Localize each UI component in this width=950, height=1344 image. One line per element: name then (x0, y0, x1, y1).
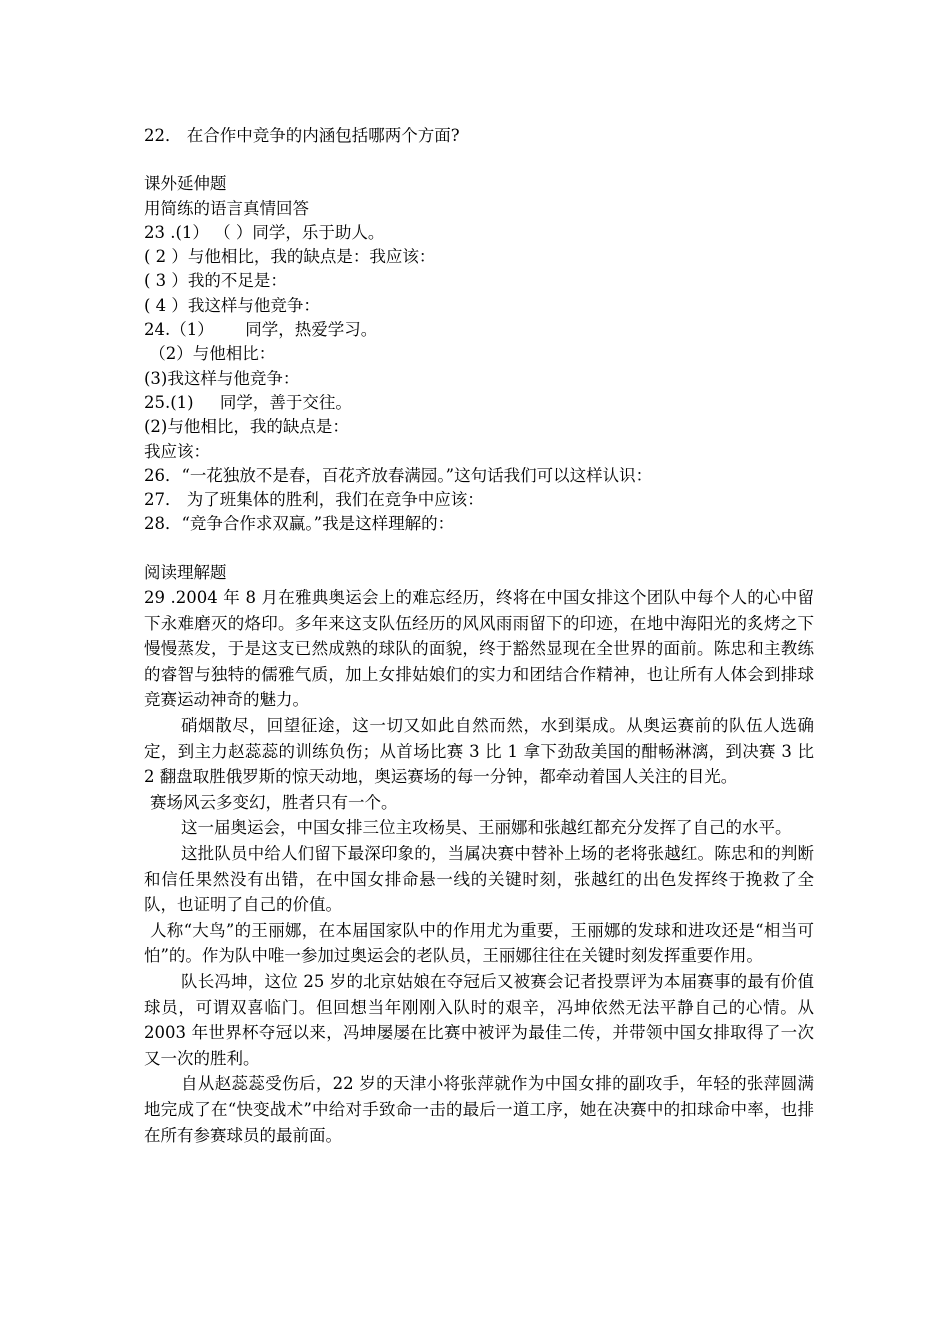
question-26: 26．“一花独放不是春，百花齐放春满园。”这句话我们可以这样认识： (144, 465, 653, 485)
reading-paragraph-4: 这一届奥运会，中国女排三位主攻杨昊、王丽娜和张越红都充分发挥了自己的水平。 (181, 818, 792, 838)
document-page (144, 124, 814, 1148)
question-23-part-1: 23 .(1） （ ）同学，乐于助人。 (144, 222, 385, 242)
question-23-part-4: ( 4 ）我这样与他竞争： (144, 295, 320, 315)
question-27: 27． 为了班集体的胜利，我们在竞争中应该： (144, 490, 484, 510)
reading-paragraph-7: 队长冯坤，这位 25 岁的北京姑娘在夺冠后又被赛会记者投票评为本届赛事的最有价值球员，可谓双喜临门。但回想当年刚刚入队时的艰辛，冯坤依然无法平静自己的心情。从 2003 年世界杯夺冠以来，冯坤屡屡在比赛中被评为最佳二传，并带领中国女排取得了一次又一次的胜利。 (144, 971, 814, 1068)
section-heading-reading: 阅读理解题 (144, 562, 227, 582)
reading-paragraph-2: 硝烟散尽，回望征途，这一切又如此自然而然，水到渠成。从奥运赛前的队伍人选确定，到主力赵蕊蕊的训练负伤；从首场比赛 3 比 1 拿下劲敌美国的酣畅淋漓，到决赛 3 比 2 翻盘取胜俄罗斯的惊天动地，奥运赛场的每一分钟，都牵动着国人关注的目光。 (144, 716, 814, 787)
question-22: 22． 在合作中竞争的内涵包括哪两个方面? (144, 126, 460, 145)
question-23-part-2: ( 2 ）与他相比，我的缺点是：我应该： (144, 247, 436, 267)
question-24-part-2: （2）与他相比： (144, 344, 276, 364)
reading-paragraph-3: 赛场风云多变幻，胜者只有一个。 (150, 792, 398, 812)
spacer (144, 537, 814, 561)
question-24-part-3: (3)我这样与他竞争： (144, 368, 300, 388)
extension-instruction: 用简练的语言真情回答 (144, 198, 309, 218)
reading-paragraph-5: 这批队员中给人们留下最深印象的，当属决赛中替补上场的老将张越红。陈忠和的判断和信任果然没有出错，在中国女排命悬一线的关键时刻，张越红的出色发挥终于挽救了全队，也证明了自己的价值。 (144, 843, 814, 915)
spacer (144, 148, 814, 172)
reading-paragraph-6: 人称“大鸟”的王丽娜，在本届国家队中的作用尤为重要，王丽娜的发球和进攻还是“相当可怕”的。作为队中唯一参加过奥运会的老队员，王丽娜往往在关键时刻发挥重要作用。 (144, 920, 814, 966)
reading-paragraph-1: 29 .2004 年 8 月在雅典奥运会上的难忘经历，终将在中国女排这个团队中每个人的心中留下永难磨灭的烙印。多年来这支队伍经历的风风雨雨留下的印迹，在地中海阳光的炙烤之下慢慢蒸发，于是这支已然成熟的球队的面貌，终于豁然显现在全世界的面前。陈忠和主教练的睿智与独特的儒雅气质，加上女排姑娘们的实力和团结合作精神，也让所有人体会到排球竞赛运动神奇的魅力。 (144, 588, 814, 710)
section-heading-extension: 课外延伸题 (144, 174, 227, 194)
question-28: 28．“竞争合作求双赢。”我是这样理解的： (144, 514, 455, 534)
reading-paragraph-8: 自从赵蕊蕊受伤后，22 岁的天津小将张萍就作为中国女排的副攻手，年轻的张萍圆满地完成了在“快变战术”中给对手致命一击的最后一道工序，她在决赛中的扣球命中率，也排在所有参赛球员的最前面。 (144, 1074, 814, 1145)
question-25-part-1: 25.(1) 同学，善于交往。 (144, 392, 352, 412)
question-24-part-1: 24.（1） 同学，热爱学习。 (144, 320, 378, 340)
question-25-part-3: 我应该： (144, 441, 210, 461)
question-23-part-3: ( 3 ）我的不足是： (144, 271, 287, 291)
question-25-part-2: (2)与他相比，我的缺点是： (144, 417, 349, 437)
